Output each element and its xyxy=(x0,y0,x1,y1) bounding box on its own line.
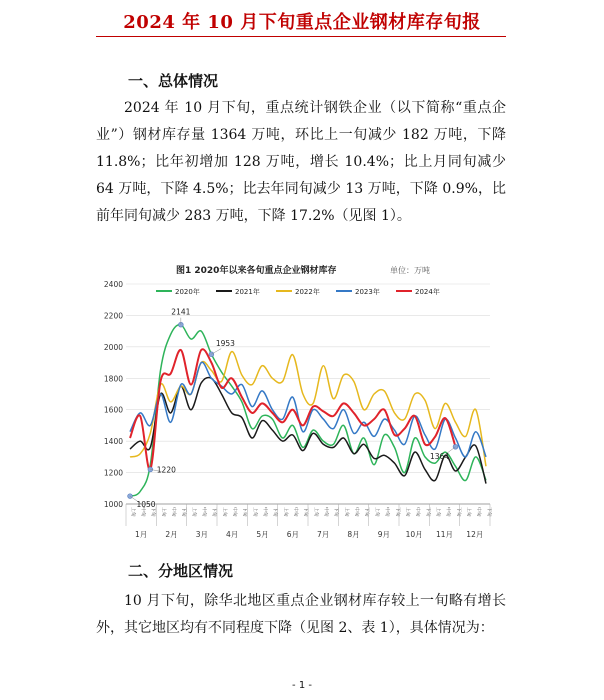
y-tick-label: 2400 xyxy=(103,280,123,289)
chart-x-axis xyxy=(126,504,493,539)
x-tick-label: 下旬 xyxy=(485,507,491,517)
chart-gridlines xyxy=(126,284,490,504)
x-tick-label: 下旬 xyxy=(455,507,461,517)
x-tick-label: 上旬 xyxy=(434,507,440,517)
x-tick-label: 下旬 xyxy=(333,507,339,517)
month-label: 5月 xyxy=(256,530,269,539)
inventory-line-chart xyxy=(96,260,506,550)
x-tick-label: 下旬 xyxy=(272,507,278,517)
section1-paragraph: 2024 年 10 月下旬，重点统计钢铁企业（以下简称“重点企业”）钢材库存量 1364 万吨，环比上一旬减少 182 万吨，下降 11.8%；比年初增加 128 万吨，增长 10.4%；比上月同旬减少 64 万吨，下降 4.5%；比去年同旬减少 13 万吨，下降 0.9%，比前年同旬减少 283 万吨，下降 17.2%（见图 1）。 xyxy=(96,100,506,224)
x-tick-label: 中旬 xyxy=(384,507,390,517)
title-underline xyxy=(96,36,506,37)
x-tick-label: 上旬 xyxy=(312,507,318,517)
x-tick-label: 中旬 xyxy=(201,507,206,517)
x-tick-label: 上旬 xyxy=(343,507,349,517)
x-tick-label: 中旬 xyxy=(292,507,298,517)
month-label: 3月 xyxy=(195,530,208,539)
y-tick-label: 1800 xyxy=(103,374,123,384)
section2-heading: 二、分地区情况 xyxy=(128,562,234,580)
month-label: 11月 xyxy=(435,530,454,539)
x-tick-label: 中旬 xyxy=(475,507,481,517)
legend-label: 2020年 xyxy=(175,288,200,296)
y-tick-label: 1000 xyxy=(103,500,123,509)
month-label: 2月 xyxy=(165,530,178,539)
x-tick-label: 上旬 xyxy=(221,507,227,517)
legend-label: 2022年 xyxy=(295,288,320,296)
x-tick-label: 下旬 xyxy=(424,507,430,517)
x-tick-label: 中旬 xyxy=(231,507,237,517)
annotation-label: 1220 xyxy=(156,465,176,475)
annotation-label: 2141 xyxy=(171,307,191,317)
month-label: 10月 xyxy=(405,530,423,539)
chart-series-lines xyxy=(130,325,486,497)
x-tick-label: 中旬 xyxy=(139,507,145,517)
x-tick-label: 下旬 xyxy=(180,507,186,517)
x-tick-label: 中旬 xyxy=(414,507,420,517)
x-tick-label: 上旬 xyxy=(251,507,257,517)
x-tick-label: 下旬 xyxy=(150,507,156,517)
x-tick-label: 上旬 xyxy=(190,507,196,517)
legend-label: 2023年 xyxy=(355,288,380,296)
x-tick-label: 中旬 xyxy=(170,507,176,517)
page-number: - 1 - xyxy=(292,680,312,691)
y-tick-label: 1200 xyxy=(103,468,123,478)
x-tick-label: 上旬 xyxy=(160,507,166,517)
annotation-leader xyxy=(211,349,221,355)
y-tick-label: 2200 xyxy=(103,311,123,321)
x-tick-label: 下旬 xyxy=(394,507,400,517)
series-line-2021 xyxy=(130,378,486,484)
month-label: 9月 xyxy=(377,530,390,539)
annotation-label: 1050 xyxy=(136,500,156,510)
chart-legend xyxy=(156,287,440,296)
y-tick-label: 1600 xyxy=(103,405,123,415)
chart-unit: 单位：万吨 xyxy=(390,266,430,275)
month-label: 4月 xyxy=(226,530,239,539)
chart-title: 图1 2020年以来各旬重点企业钢材库存 xyxy=(176,266,337,276)
x-tick-label: 上旬 xyxy=(373,507,379,517)
x-tick-label: 中旬 xyxy=(323,507,329,517)
y-tick-label: 1400 xyxy=(103,437,123,447)
x-tick-label: 中旬 xyxy=(445,507,451,517)
legend-label: 2024年 xyxy=(415,288,440,296)
chart-y-axis xyxy=(104,280,123,509)
x-tick-label: 上旬 xyxy=(282,507,288,517)
y-tick-label: 2000 xyxy=(103,342,123,352)
section1-heading: 一、总体情况 xyxy=(128,72,219,90)
report-title: 2024 年 10 月下旬重点企业钢材库存旬报 xyxy=(123,12,481,33)
x-tick-label: 上旬 xyxy=(465,507,471,517)
x-tick-label: 中旬 xyxy=(353,507,359,517)
x-tick-label: 下旬 xyxy=(211,507,217,517)
month-label: 6月 xyxy=(286,530,299,539)
month-label: 1月 xyxy=(135,530,148,539)
annotation-label: 1364 xyxy=(429,451,450,461)
annotation-label: 1953 xyxy=(215,339,235,349)
x-tick-label: 下旬 xyxy=(302,507,308,517)
x-tick-label: 中旬 xyxy=(262,507,268,517)
x-tick-label: 上旬 xyxy=(404,507,410,517)
month-label: 7月 xyxy=(317,530,330,539)
month-label: 12月 xyxy=(466,530,484,539)
section2-paragraph: 10 月下旬，除华北地区重点企业钢材库存较上一旬略有增长外，其它地区均有不同程度下降（见图 2、表 1），具体情况为： xyxy=(96,593,506,636)
month-label: 8月 xyxy=(347,530,360,539)
legend-label: 2021年 xyxy=(235,288,260,296)
x-tick-label: 下旬 xyxy=(363,507,369,517)
series-line-2020 xyxy=(130,325,486,497)
x-tick-label: 下旬 xyxy=(241,507,247,517)
x-tick-label: 上旬 xyxy=(129,507,135,517)
